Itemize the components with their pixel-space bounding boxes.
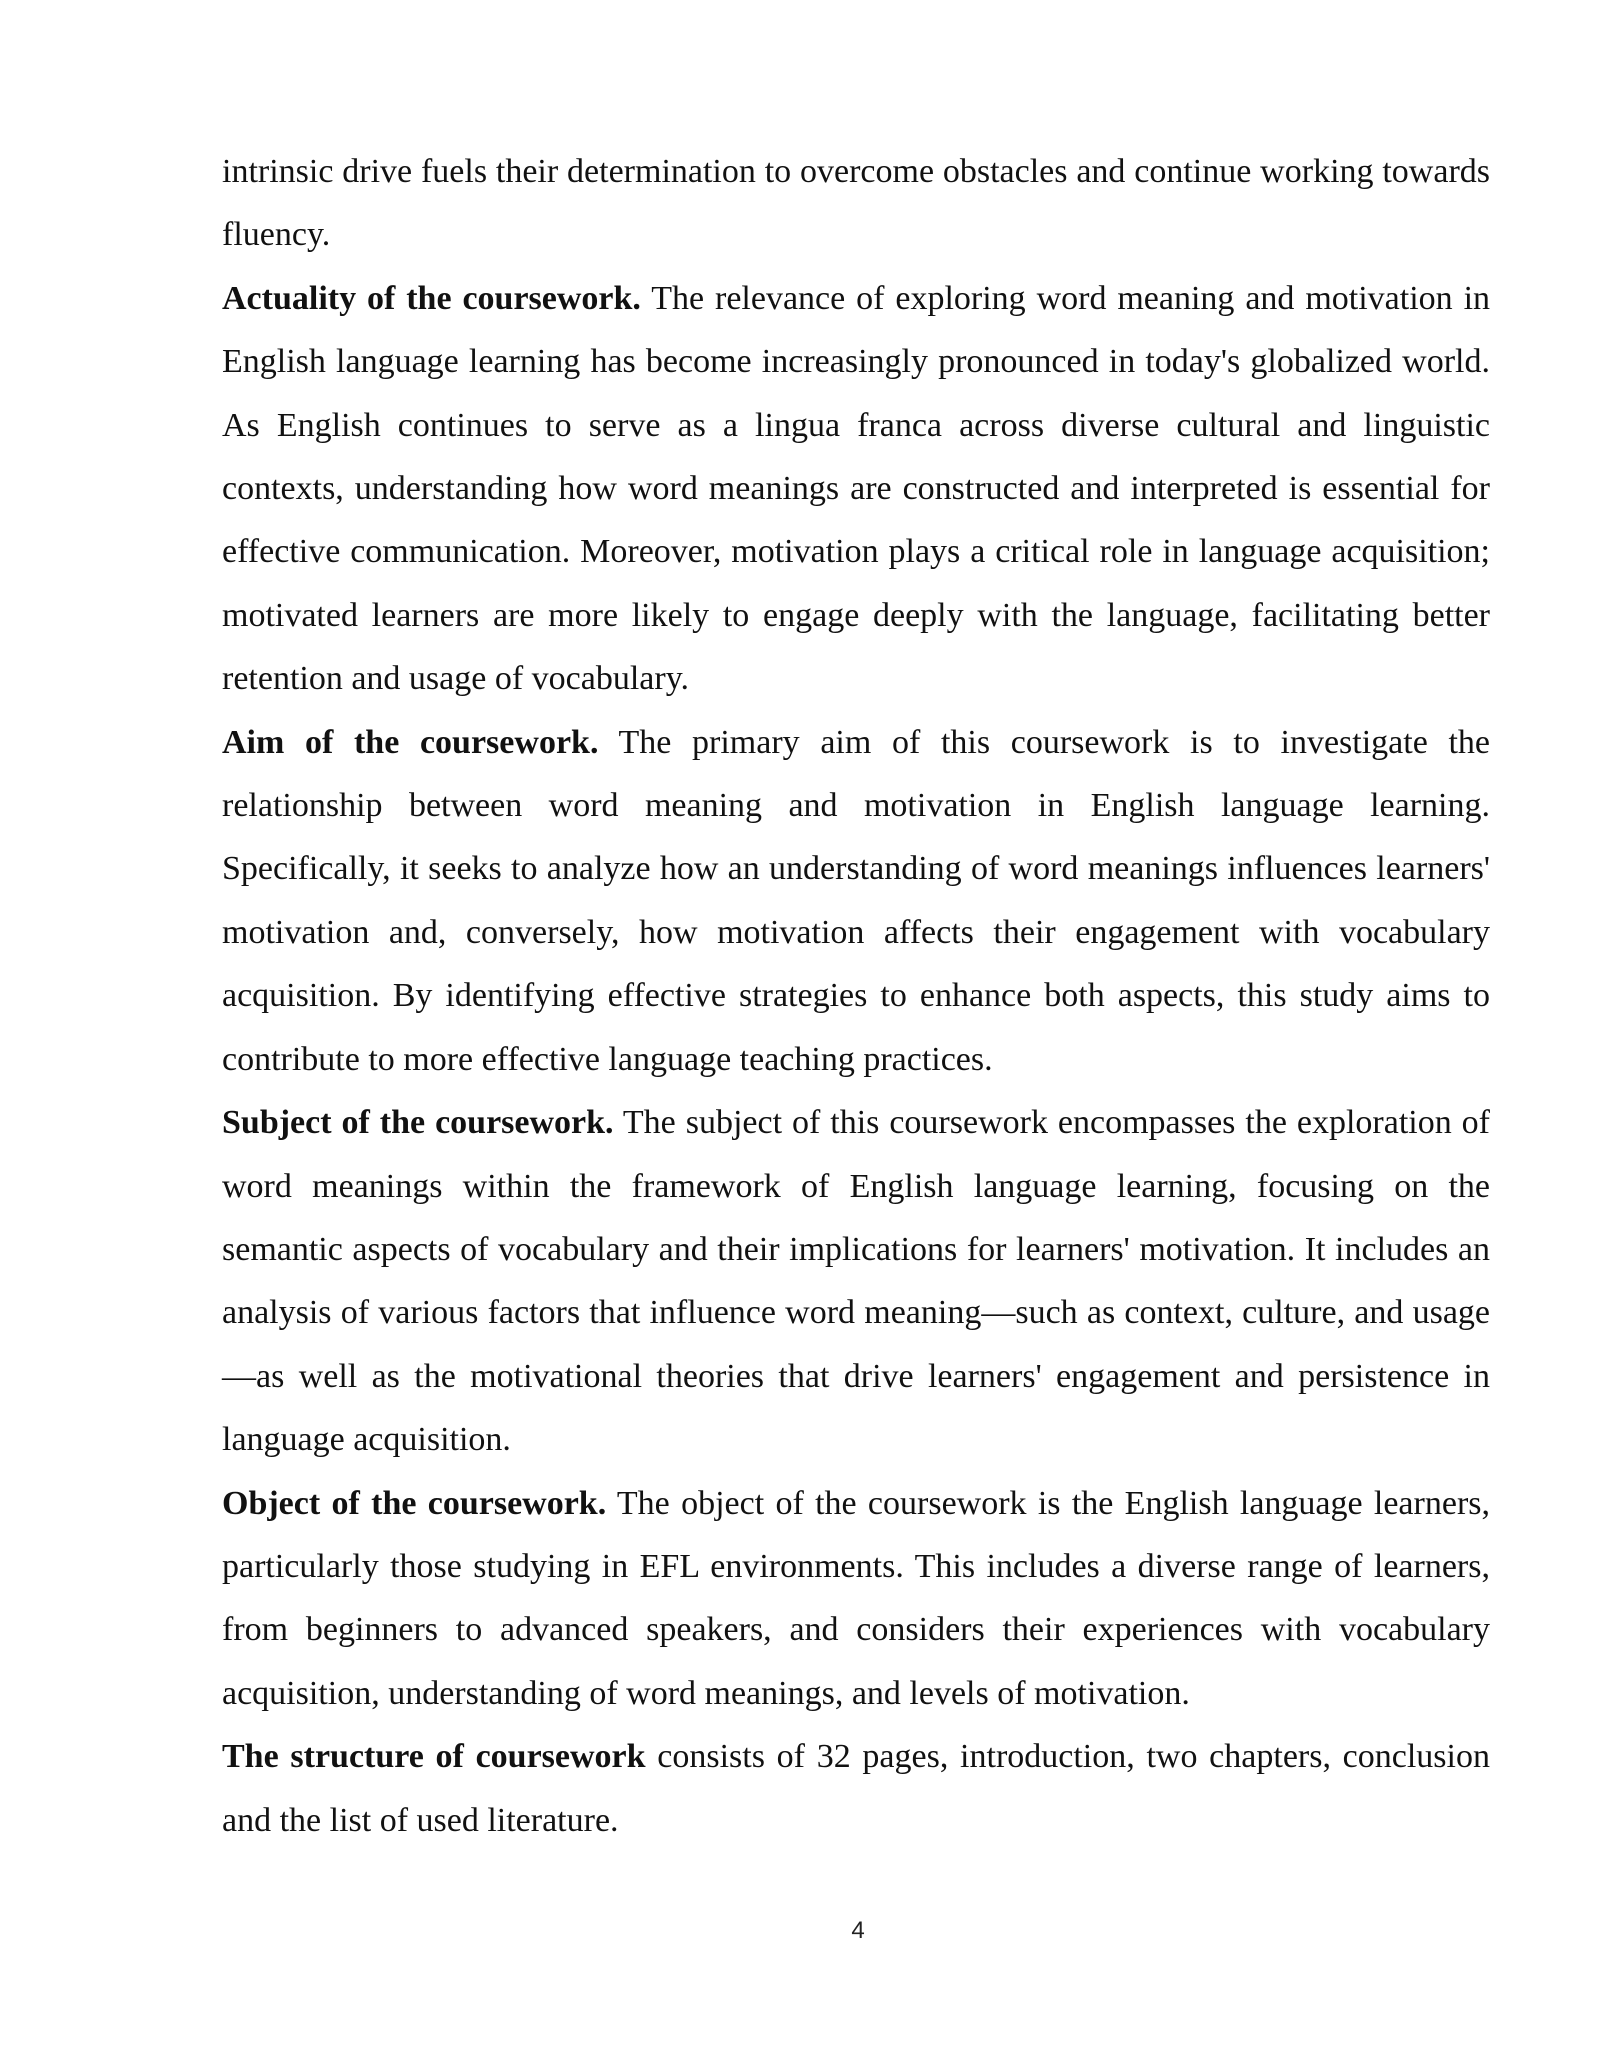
paragraph-lead: Actuality of the coursework. [222, 279, 641, 317]
paragraph-lead: Subject of the coursework. [222, 1104, 614, 1142]
paragraph-actuality [222, 267, 1490, 711]
paragraph-text: The primary aim of this coursework is to investigate the relationship between word meaning and motivation in English language learning. Specifically, it seeks to analyze how an understanding of word meanings influences learners' motivation and, conversely, how motivation affects their engagement with vocabulary acquisition. By identifying effective strategies to enhance both aspects, this study aims to contribute to more effective language teaching practices. [222, 723, 1491, 1078]
paragraph-text: The subject of this coursework encompasses the exploration of word meanings within the framework of English language learning, focusing on the semantic aspects of vocabulary and their implications for learners' motivation. It includes an analysis of various factors that influence word meaning—such as context, culture, and usage—as well as the motivational theories that drive learners' engagement and persistence in language acquisition. [222, 1104, 1490, 1459]
paragraph-text: The object of the coursework is the English language learners, particularly those studying in EFL environments. This includes a diverse range of learners, from beginners to advanced speakers, and considers their experiences with vocabulary acquisition, understanding of word meanings, and levels of motivation. [222, 1484, 1490, 1712]
paragraph-lead: Object of the coursework. [222, 1484, 607, 1522]
paragraph-text: consists of 32 pages, introduction, two chapters, conclusion and the list of used literature. [222, 1738, 1490, 1839]
paragraph-text: intrinsic drive fuels their determination to overcome obstacles and continue working towards fluency. [222, 153, 1490, 254]
paragraph-structure [222, 1725, 1490, 1852]
paragraph-lead: The structure of coursework [222, 1738, 646, 1776]
paragraph-text: The relevance of exploring word meaning and motivation in English language learning has become increasingly pronounced in today's globalized world. As English continues to serve as a lingua franca across diverse cultural and linguistic contexts, understanding how word meanings are constructed and interpreted is essential for effective communication. Moreover, motivation plays a critical role in language acquisition; motivated learners are more likely to engage deeply with the language, facilitating better retention and usage of vocabulary. [222, 279, 1491, 698]
paragraph-aim [222, 711, 1490, 1091]
paragraph-lead: Aim of the coursework. [222, 723, 599, 761]
document-body [222, 140, 1490, 1852]
paragraph-object [222, 1472, 1490, 1726]
paragraph-subject [222, 1091, 1490, 1471]
page-number: 4 [851, 1917, 865, 1944]
paragraph-intro-continuation [222, 140, 1490, 267]
